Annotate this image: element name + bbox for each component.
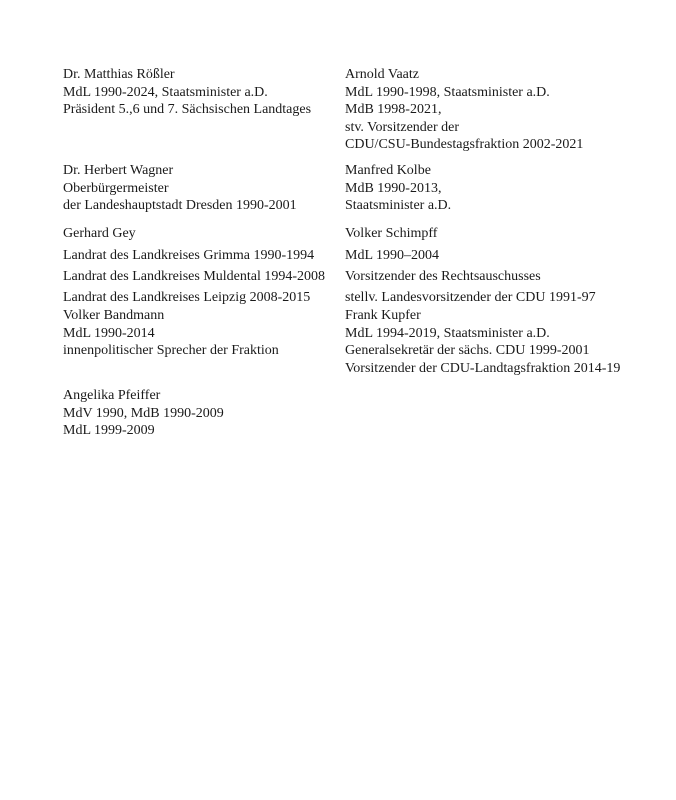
signatory-name: Arnold Vaatz	[345, 67, 419, 82]
signatory-detail: stellv. Landesvorsitzender der CDU 1991-97	[345, 290, 596, 305]
signatory-detail: innenpolitischer Sprecher der Fraktion	[63, 343, 279, 358]
signatory-name: Manfred Kolbe	[345, 163, 431, 178]
signatory-detail: MdL 1999-2009	[63, 423, 155, 438]
signatory-name: Dr. Matthias Rößler	[63, 67, 175, 82]
signatory-detail: CDU/CSU-Bundestagsfraktion 2002-2021	[345, 137, 584, 152]
signatory-name: Volker Schimpff	[345, 226, 438, 241]
signatory-name: Volker Bandmann	[63, 308, 165, 323]
signatory-detail: Generalsekretär der sächs. CDU 1999-2001	[345, 343, 590, 358]
signatory-name: Frank Kupfer	[345, 308, 421, 323]
signatory-vaatz	[345, 66, 583, 154]
signatory-detail: Landrat des Landkreises Grimma 1990-1994	[63, 248, 315, 263]
signatory-name: Dr. Herbert Wagner	[63, 163, 174, 178]
signatory-detail: MdL 1994-2019, Staatsminister a.D.	[345, 325, 550, 341]
signatory-detail: Staatsminister a.D.	[345, 198, 452, 213]
signatory-detail: Vorsitzender des Rechtsauschusses	[345, 269, 541, 284]
signatory-detail: stv. Vorsitzender der	[345, 119, 460, 135]
signatory-detail: Vorsitzender der CDU-Landtagsfraktion 2014-19	[345, 360, 621, 376]
signatory-roessler	[63, 66, 311, 119]
signatory-wagner	[63, 162, 297, 215]
signatory-detail: Landrat des Landkreises Muldental 1994-2008	[63, 269, 326, 284]
signatory-detail: der Landeshauptstadt Dresden 1990-2001	[63, 198, 297, 213]
signatory-detail: MdL 1990-1998, Staatsminister a.D.	[345, 84, 550, 100]
signatory-detail: MdL 1990-2014	[63, 325, 155, 341]
signatory-name: Angelika Pfeiffer	[63, 388, 161, 403]
signatory-detail: Präsident 5.,6 und 7. Sächsischen Landtages	[63, 102, 312, 117]
signatory-detail: MdL 1990–2004	[345, 248, 439, 263]
signatory-detail: Oberbürgermeister	[63, 180, 169, 196]
signatory-detail: Landrat des Landkreises Leipzig 2008-2015	[63, 290, 311, 305]
signatory-detail: MdV 1990, MdB 1990-2009	[63, 405, 224, 421]
signatory-kupfer	[345, 307, 620, 377]
signatory-kolbe	[345, 162, 451, 215]
signatory-gey	[63, 225, 325, 308]
signatory-schimpff	[345, 225, 596, 308]
signatory-detail: MdL 1990-2024, Staatsminister a.D.	[63, 84, 268, 100]
signatory-detail: MdB 1998-2021,	[345, 102, 442, 117]
signatory-bandmann	[63, 307, 279, 360]
signatory-detail: MdB 1990-2013,	[345, 180, 442, 196]
signatory-pfeiffer	[63, 387, 224, 440]
signatory-name: Gerhard Gey	[63, 226, 136, 241]
